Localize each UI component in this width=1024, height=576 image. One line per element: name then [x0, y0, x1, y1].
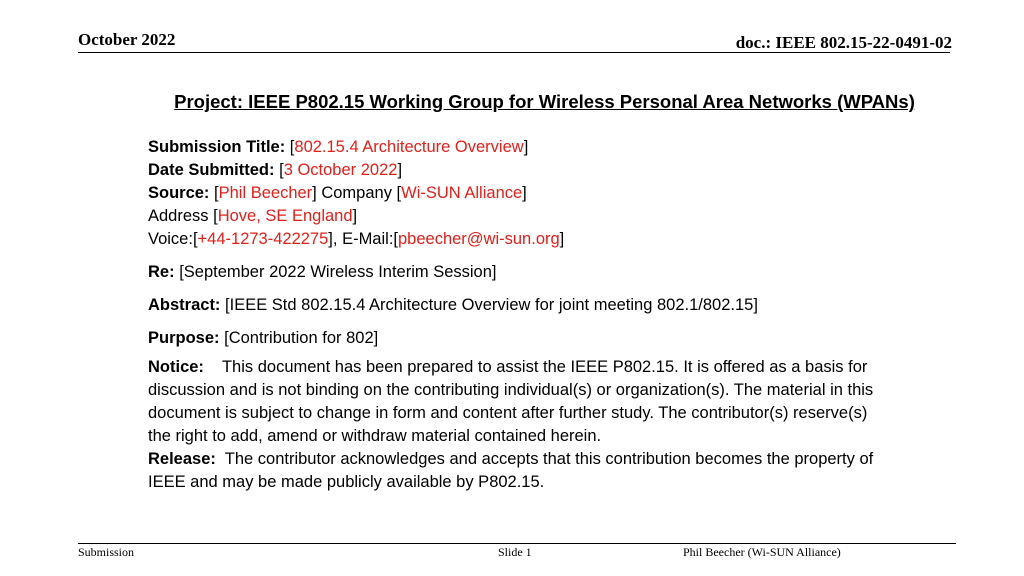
header-date: October 2022 — [78, 30, 176, 49]
notice-line-2: discussion and is not binding on the contributing individual(s) or organization(s). The material in this — [148, 381, 874, 399]
release-label: Release: — [148, 450, 216, 468]
re-text: [September 2022 Wireless Interim Session] — [179, 263, 497, 281]
project-title: Project: IEEE P802.15 Working Group for Wireless Personal Area Networks (WPANs) — [174, 91, 915, 112]
release-line-2: IEEE and may be made publicly available by P802.15. — [148, 473, 545, 491]
footer-slide-number: Slide 1 — [498, 545, 532, 559]
email-label: E-Mail: — [342, 230, 394, 248]
purpose-line — [148, 327, 938, 350]
submission-title-value: 802.15.4 Architecture Overview — [294, 138, 524, 156]
header-divider — [78, 52, 950, 53]
abstract-label: Abstract: — [148, 296, 221, 314]
date-submitted-label: Date Submitted: — [148, 161, 275, 179]
abstract-text: [IEEE Std 802.15.4 Architecture Overview for joint meeting 802.1/802.15] — [225, 296, 758, 314]
footer-submission: Submission — [78, 545, 135, 559]
source-line: Source: [Phil Beecher] Company [Wi-SUN Alliance] — [148, 184, 527, 202]
submission-title-line: Submission Title: [802.15.4 Architecture Overview] — [148, 138, 529, 156]
company-label: Company — [321, 184, 392, 202]
address-label: Address — [148, 207, 209, 225]
email-value: pbeecher@wi-sun.org — [398, 230, 560, 248]
notice-line-3: document is subject to change in form and content after further study. The contributor(s) reserve(s) — [148, 404, 868, 422]
notice-label: Notice: — [148, 358, 204, 376]
footer-author: Phil Beecher (Wi-SUN Alliance) — [683, 545, 841, 559]
notice-line-4: the right to add, amend or withdraw material contained herein. — [148, 427, 602, 445]
release-line-1: The contributor acknowledges and accepts that this contribution becomes the property of — [224, 450, 874, 468]
header-doc-id: doc.: IEEE 802.15-22-0491-02 — [735, 33, 952, 52]
abstract-line — [148, 294, 938, 317]
re-line — [148, 261, 938, 284]
document-body — [148, 136, 938, 494]
re-label: Re: — [148, 263, 175, 281]
company-value: Wi-SUN Alliance — [401, 184, 523, 202]
notice-line-1: This document has been prepared to assist the IEEE P802.15. It is offered as a basis for — [221, 358, 868, 376]
date-submitted-line: Date Submitted: [3 October 2022] — [148, 161, 403, 179]
voice-label: Voice: — [148, 230, 193, 248]
footer-divider — [78, 543, 956, 544]
date-submitted-value: 3 October 2022 — [283, 161, 398, 179]
source-value: Phil Beecher — [218, 184, 313, 202]
submission-title-label: Submission Title: — [148, 138, 286, 156]
purpose-label: Purpose: — [148, 329, 220, 347]
notice-paragraph — [148, 356, 938, 494]
contact-line: Voice:[+44-1273-422275], E-Mail:[pbeecher@wi-sun.org] — [148, 230, 565, 248]
source-label: Source: — [148, 184, 210, 202]
purpose-text: [Contribution for 802] — [224, 329, 379, 347]
voice-value: +44-1273-422275 — [197, 230, 329, 248]
address-value: Hove, SE England — [217, 207, 353, 225]
address-line: Address [Hove, SE England] — [148, 207, 358, 225]
